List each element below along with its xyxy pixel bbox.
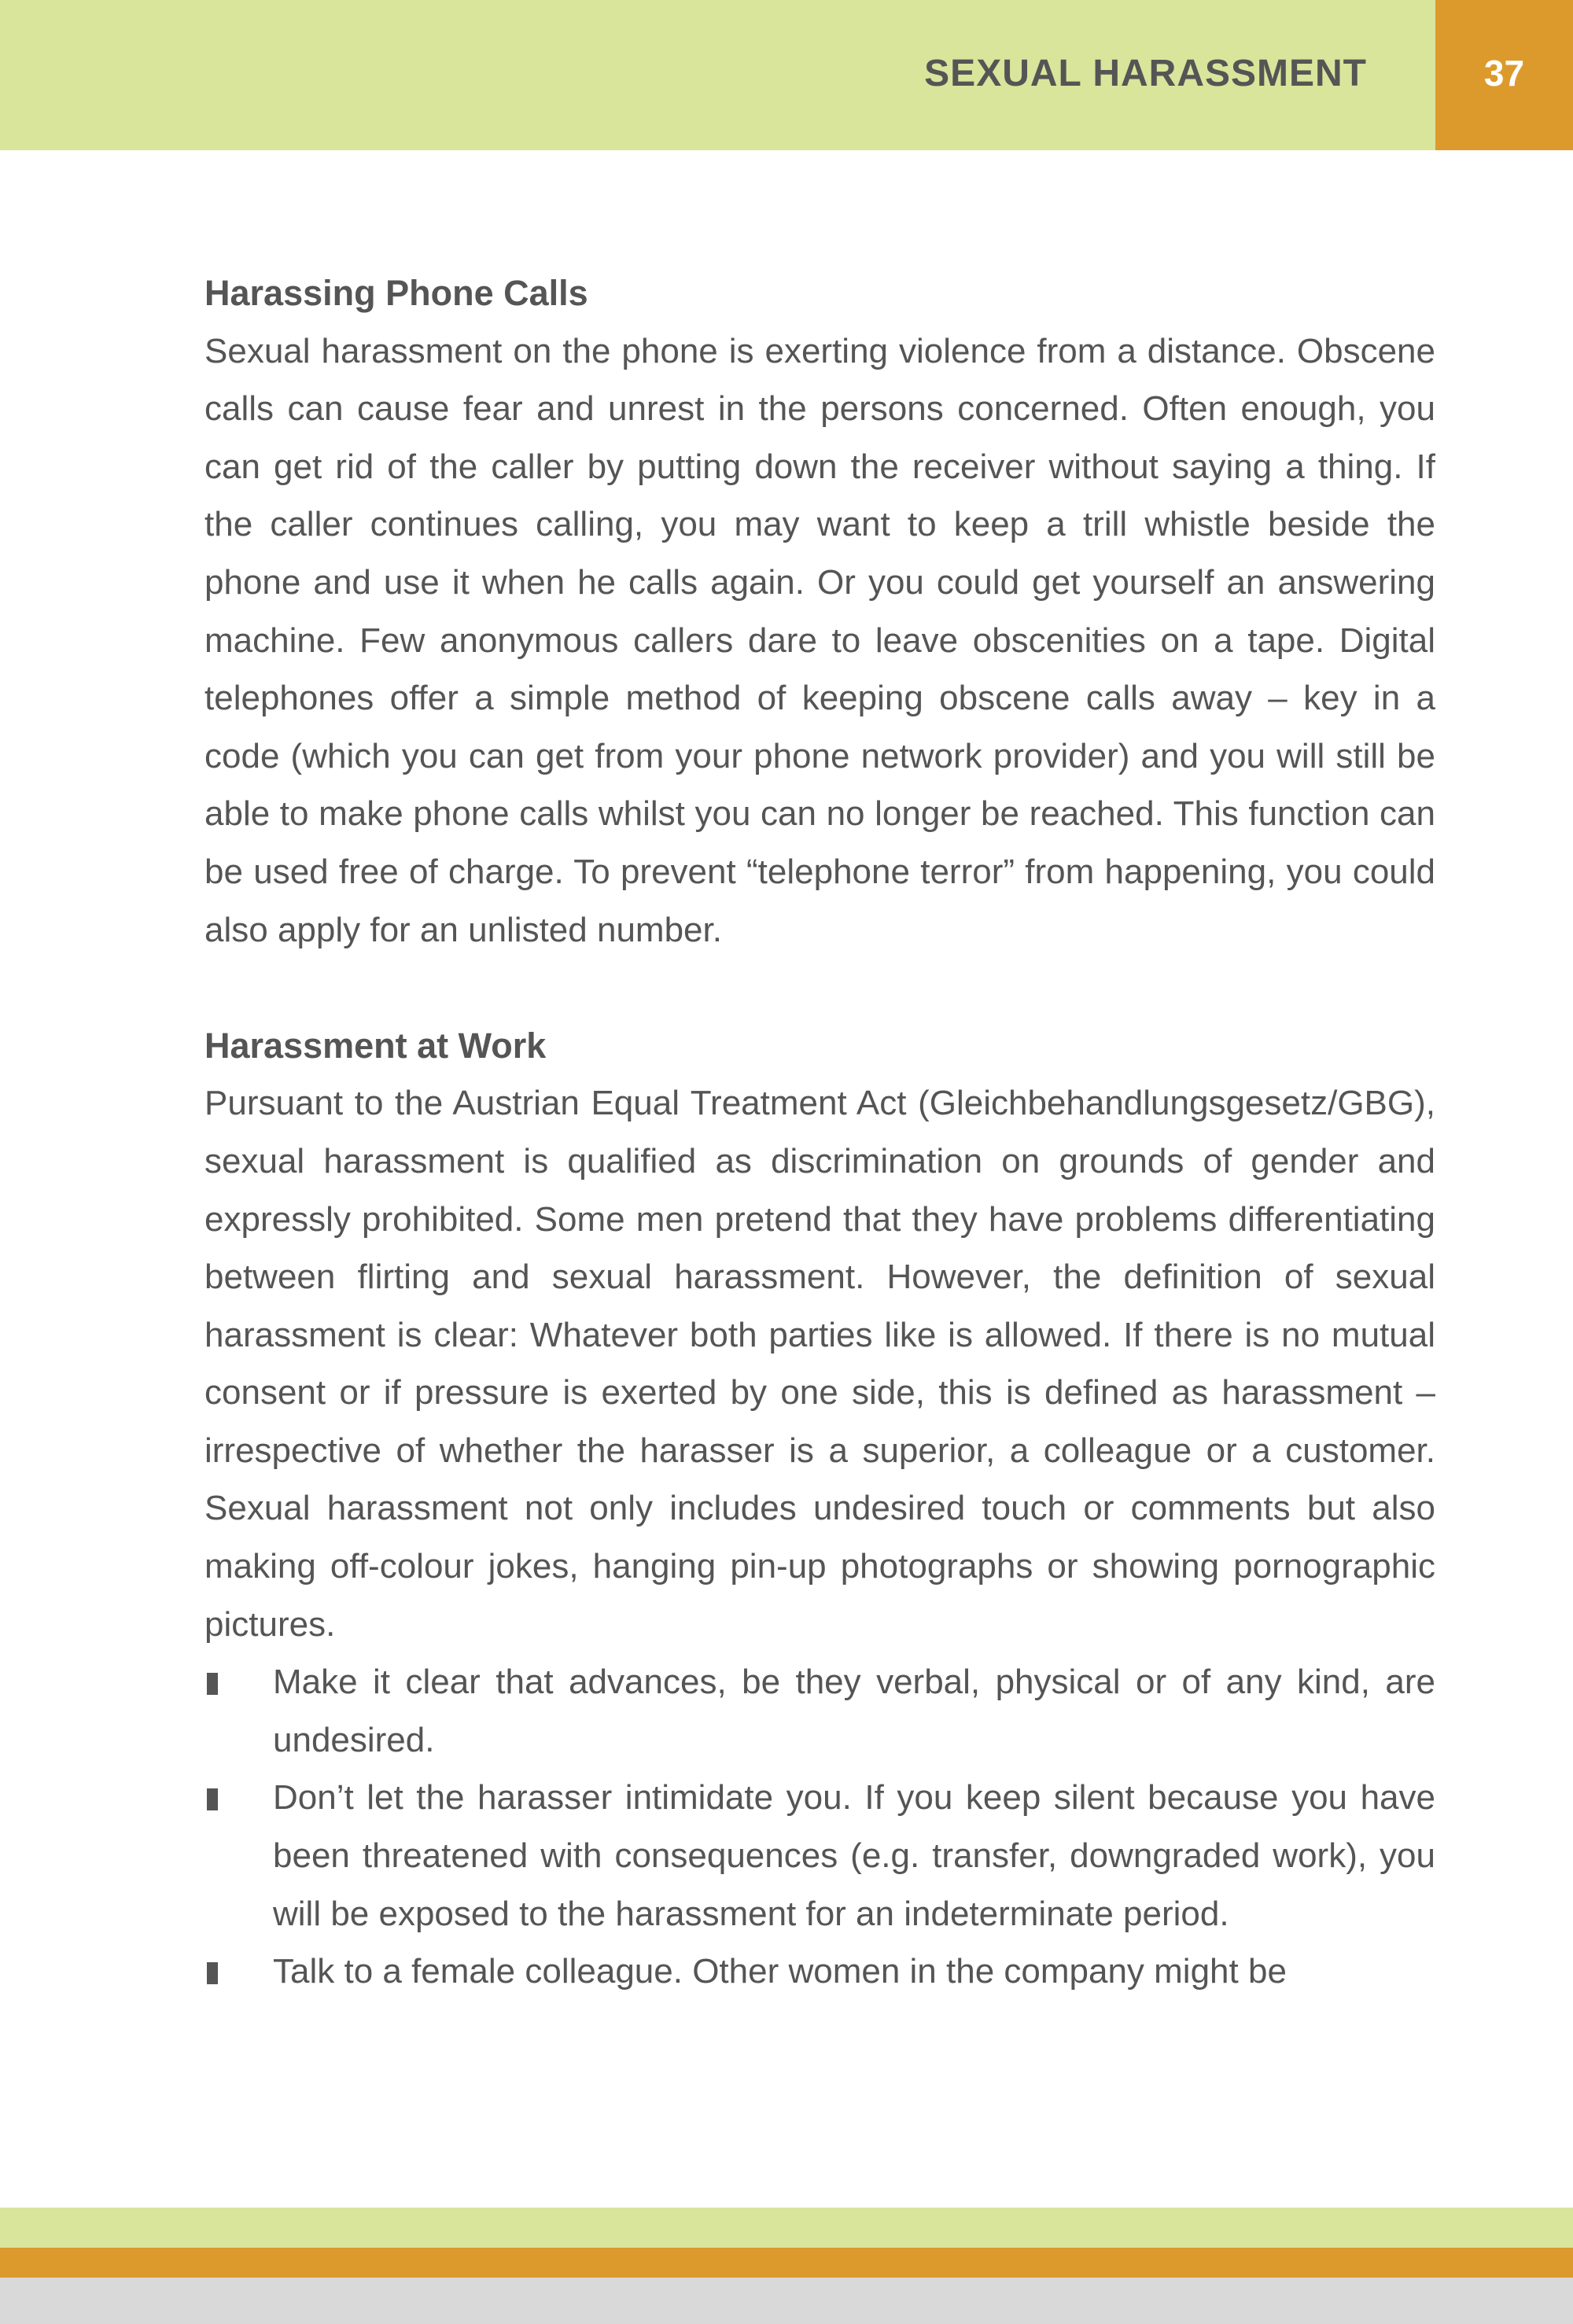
footer-band-grey (0, 2278, 1573, 2324)
section-title: SEXUAL HARASSMENT (924, 53, 1367, 94)
list-item (204, 1943, 1435, 2001)
list-item (204, 1653, 1435, 1769)
section-heading: Harassment at Work (204, 1025, 547, 1066)
section-heading: Harassing Phone Calls (204, 273, 588, 313)
square-bullet-icon (207, 1788, 218, 1810)
footer-band-orange (0, 2248, 1573, 2278)
square-bullet-icon (207, 1673, 218, 1695)
body-paragraph: Sexual harassment on the phone is exerting violence from a distance. Obscene calls can cause fear and unrest in the persons concerned. Often enough, you can get rid of the caller by putting down the receiver without saying a thing. If the caller continues calling, you may want to keep a trill whistle beside the phone and use it when he calls again. Or you could get yourself an answering machine. Few anonymous callers dare to leave obscenities on a tape. Digital telephones offer a simple method of keeping obscene calls away – key in a code (which you can get from your phone network provider) and you will still be able to make phone calls whilst you can no longer be reached. This function can be used free of charge. To prevent “telephone terror” from happening, you could also apply for an unlisted number. (204, 331, 1435, 949)
page-number: 37 (1483, 53, 1525, 94)
section-phone-calls (204, 264, 1435, 959)
footer-band-green (0, 2208, 1573, 2248)
list-item-text: Talk to a female colleague. Other women in the company might be (273, 1952, 1287, 1991)
header-band (0, 0, 1573, 150)
page-number-box (1435, 0, 1573, 150)
advice-list (204, 1653, 1435, 2001)
list-item-text: Make it clear that advances, be they verbal, physical or of any kind, are undesired. (273, 1663, 1435, 1759)
square-bullet-icon (207, 1962, 218, 1984)
list-item-text: Don’t let the harasser intimidate you. If you keep silent because you have been threatened with consequences (e.g. transfer, downgraded work), you will be exposed to the harassment for an indeterminate period. (273, 1778, 1435, 1933)
list-item (204, 1769, 1435, 1943)
section-harassment-at-work (204, 1017, 1435, 2001)
page-content (204, 264, 1435, 2001)
body-paragraph: Pursuant to the Austrian Equal Treatment Act (Gleichbehandlungsgesetz/GBG), sexual harassment is qualified as discrimination on grounds of gender and expressly prohibited. Some men pretend that they have problems differentiating between flirting and sexual harassment. However, the definition of sexual harassment is clear: Whatever both parties like is allowed. If there is no mutual consent or if pressure is exerted by one side, this is defined as harassment – irrespective of whether the harasser is a superior, a colleague or a customer. Sexual harassment not only includes undesired touch or comments but also making off-colour jokes, hanging pin-up photographs or showing pornographic pictures. (204, 1084, 1435, 1644)
